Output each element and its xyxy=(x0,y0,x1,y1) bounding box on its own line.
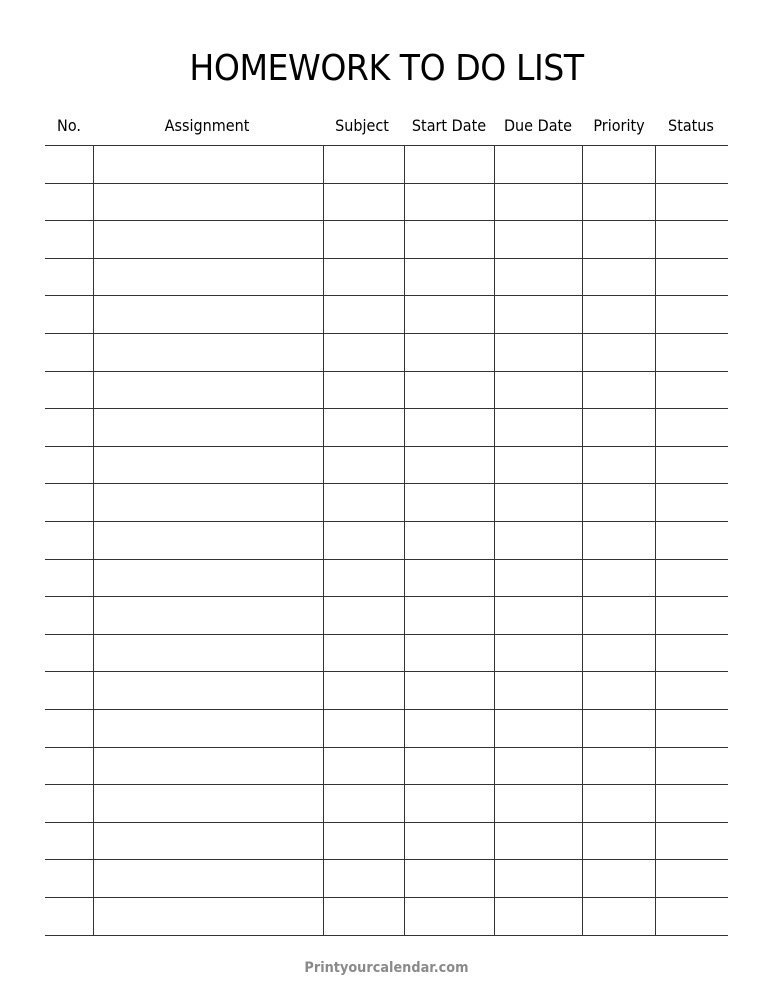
column-divider xyxy=(655,145,656,935)
column-divider xyxy=(404,145,405,935)
column-divider xyxy=(93,145,94,935)
table-row[interactable] xyxy=(45,784,728,822)
column-header-priority: Priority xyxy=(593,116,645,135)
table-row[interactable] xyxy=(45,634,728,672)
column-header-subject: Subject xyxy=(335,116,389,135)
row-divider xyxy=(45,935,728,936)
column-divider xyxy=(323,145,324,935)
table-row[interactable] xyxy=(45,521,728,559)
table-row[interactable] xyxy=(45,709,728,747)
page-title: HOMEWORK TO DO LIST xyxy=(189,48,584,89)
table-row[interactable] xyxy=(45,258,728,296)
table-row[interactable] xyxy=(45,145,728,183)
column-header-start-date: Start Date xyxy=(411,116,487,135)
table-row[interactable] xyxy=(45,333,728,371)
table-row[interactable] xyxy=(45,183,728,221)
table-row[interactable] xyxy=(45,446,728,484)
table-row[interactable] xyxy=(45,371,728,409)
column-divider xyxy=(582,145,583,935)
footer-website: Printyourcalendar.com xyxy=(304,960,469,976)
table-row[interactable] xyxy=(45,671,728,709)
table-row[interactable] xyxy=(45,859,728,897)
table-row[interactable] xyxy=(45,596,728,634)
column-header-no: No. xyxy=(57,116,81,135)
table-row[interactable] xyxy=(45,747,728,785)
table-row[interactable] xyxy=(45,408,728,446)
column-divider xyxy=(494,145,495,935)
table-row[interactable] xyxy=(45,483,728,521)
column-header-assignment: Assignment xyxy=(164,116,250,135)
table-row[interactable] xyxy=(45,559,728,597)
table-row[interactable] xyxy=(45,897,728,935)
table-row[interactable] xyxy=(45,295,728,333)
column-header-status: Status xyxy=(668,116,714,135)
table-row[interactable] xyxy=(45,220,728,258)
column-header-due-date: Due Date xyxy=(503,116,573,135)
table-row[interactable] xyxy=(45,822,728,860)
